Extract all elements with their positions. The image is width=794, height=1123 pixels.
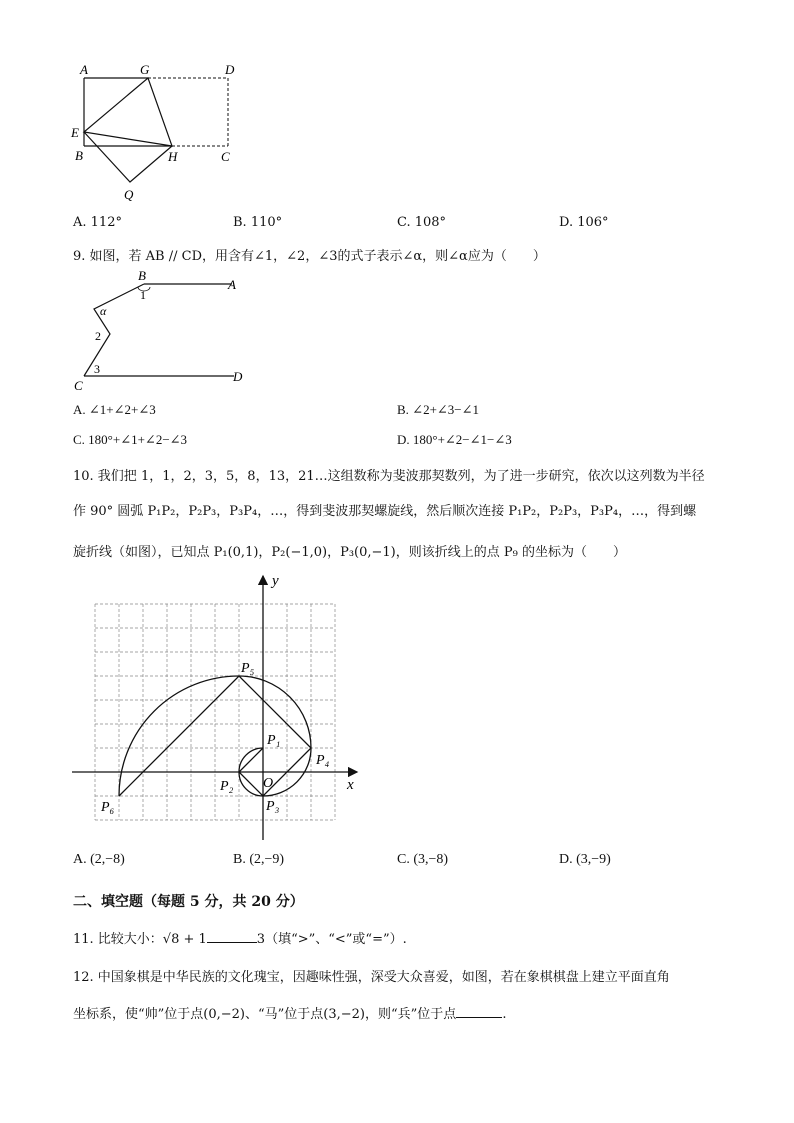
point-p4-label: P₄	[316, 753, 330, 768]
q8-option-d: D. 106°	[559, 215, 609, 230]
label-3: 3	[94, 362, 100, 376]
label-1: 1	[140, 288, 146, 302]
origin-label: O	[263, 776, 274, 791]
label-B: B	[75, 148, 83, 163]
q8-option-b: B. 110°	[233, 215, 283, 230]
q11-line	[73, 928, 407, 947]
label-A: A	[80, 62, 88, 77]
q12-answer-blank[interactable]	[456, 1005, 502, 1018]
q10-stem-line1: 10. 我们把 1，1，2，3，5，8，13，21…这组数称为斐波那契数列，为了进一步研究，依次以这列数为半径	[73, 469, 705, 484]
q11-answer-blank[interactable]	[207, 930, 257, 943]
label-alpha: α	[100, 304, 107, 318]
q11-suffix: 3（填“>”、“<”或“=”）.	[256, 932, 407, 947]
label-H: H	[168, 149, 178, 164]
label-2: 2	[95, 329, 101, 343]
q10-option-c: C. (3,−8)	[397, 852, 449, 867]
q9-stem: 9. 如图，若 AB // CD，用含有∠1，∠2，∠3的式子表示∠α，则∠α应为（ ）	[73, 249, 546, 264]
q12-line1: 12. 中国象棋是中华民族的文化瑰宝，因趣味性强，深受大众喜爱，如图，若在象棋棋盘上建立平面直角	[73, 970, 670, 985]
section-heading: 二、填空题（每题 5 分，共 20 分）	[73, 894, 304, 910]
point-p5-label: P₅	[241, 661, 255, 676]
q8-option-a: A. 112°	[73, 215, 122, 230]
q9-option-c: C. 180°+∠1+∠2−∠3	[73, 432, 188, 447]
axis-x-label: x	[347, 777, 354, 793]
label-C: C	[74, 378, 83, 390]
q12-line2	[73, 1003, 506, 1022]
q9-option-d: D. 180°+∠2−∠1−∠3	[397, 432, 512, 447]
q11-prefix: 11. 比较大小：√8 + 1	[73, 932, 207, 947]
point-p3-label: P₃	[266, 799, 280, 814]
q9-figure	[68, 266, 258, 390]
q8-figure	[60, 58, 260, 208]
label-D: D	[225, 62, 235, 77]
point-p2-label: P₂	[220, 779, 234, 794]
label-Q: Q	[124, 187, 134, 202]
point-p1-label: P₁	[267, 733, 281, 748]
fibonacci-spiral-figure	[60, 570, 370, 846]
q12-line2-suffix: .	[502, 1007, 507, 1022]
q10-stem-line2: 作 90° 圆弧 P₁P₂，P₂P₃，P₃P₄，…，得到斐波那契螺旋线，然后顺次连接 P₁P₂，P₂P₃，P₃P₄，…，得到螺	[73, 504, 697, 519]
q8-option-c: C. 108°	[397, 215, 447, 230]
label-B: B	[138, 268, 146, 283]
label-E: E	[71, 125, 79, 140]
q10-option-b: B. (2,−9)	[233, 852, 285, 867]
q9-option-a: A. ∠1+∠2+∠3	[73, 402, 156, 417]
q9-option-b: B. ∠2+∠3−∠1	[397, 402, 480, 417]
label-C: C	[221, 149, 230, 164]
point-p6-label: P₆	[101, 800, 115, 815]
label-G: G	[140, 62, 150, 77]
label-D: D	[233, 369, 243, 384]
q10-option-d: D. (3,−9)	[559, 852, 611, 867]
q10-stem-line3: 旋折线（如图），已知点 P₁(0,1)，P₂(−1,0)，P₃(0,−1)，则该折线上的点 P₉ 的坐标为（ ）	[73, 545, 626, 560]
label-A: A	[228, 277, 236, 292]
q10-option-a: A. (2,−8)	[73, 852, 125, 867]
q12-line2-prefix: 坐标系，使“帅”位于点(0,−2)、“马”位于点(3,−2)，则“兵”位于点	[73, 1007, 457, 1022]
axis-y-label: y	[272, 573, 279, 589]
